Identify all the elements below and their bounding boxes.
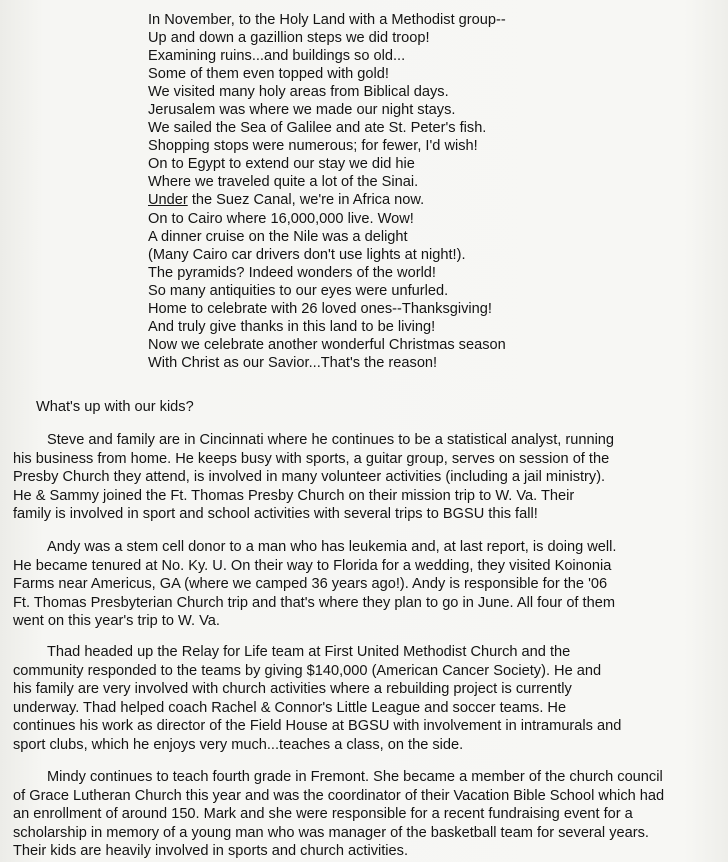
paragraph-line: underway. Thad helped coach Rachel & Connor's Little League and soccer teams. He: [13, 699, 567, 716]
poem-line: On to Cairo where 16,000,000 live. Wow!: [148, 210, 414, 227]
section-heading: What's up with our kids?: [36, 399, 194, 415]
poem-line: Jerusalem was where we made our night stays.: [148, 102, 456, 119]
paragraph-line: He & Sammy joined the Ft. Thomas Presby Church on their mission trip to W. Va. Their: [13, 487, 575, 504]
paragraph-line: an enrollment of around 150. Mark and she were responsible for a recent fundraising event for a: [13, 806, 633, 823]
paragraph-line: He became tenured at No. Ky. U. On their way to Florida for a wedding, they visited Koinonia: [13, 557, 612, 574]
paragraph-line: Andy was a stem cell donor to a man who has leukemia and, at last report, is doing well.: [47, 539, 617, 555]
paragraph-line: community responded to the teams by giving $140,000 (American Cancer Society). He and: [13, 662, 602, 679]
poem-line: (Many Cairo car drivers don't use lights at night!).: [148, 246, 466, 263]
poem-line: Up and down a gazillion steps we did troop!: [148, 30, 430, 47]
paragraph-line: Thad headed up the Relay for Life team at First United Methodist Church and the: [47, 644, 571, 660]
paragraph-mindy: [13, 768, 713, 861]
paragraph-line: scholarship in memory of a young man who was manager of the basketball team for several years.: [13, 824, 649, 841]
poem-line: We visited many holy areas from Biblical days.: [148, 84, 449, 101]
poem-line: A dinner cruise on the Nile was a delight: [148, 228, 408, 245]
poem-line-rest: the Suez Canal, we're in Africa now.: [191, 192, 425, 209]
paragraph-thad: [13, 643, 713, 755]
poem-line: The pyramids? Indeed wonders of the world!: [148, 264, 436, 281]
poem-line: Now we celebrate another wonderful Christmas season: [148, 336, 506, 353]
paragraph-line: continues his work as director of the Field House at BGSU with involvement in intramurals and: [13, 718, 622, 735]
paragraph-line: his business from home. He keeps busy with sports, a guitar group, serves on session of the: [13, 450, 610, 467]
poem-line: And truly give thanks in this land to be living!: [148, 318, 436, 335]
paragraph-line: of Grace Lutheran Church this year and was the coordinator of their Vacation Bible School which had: [13, 787, 665, 804]
paragraph-line: Ft. Thomas Presbyterian Church trip and that's where they plan to go in June. All four of them: [13, 594, 615, 611]
paragraph-line: Steve and family are in Cincinnati where he continues to be a statistical analyst, running: [47, 432, 615, 448]
poem-line: So many antiquities to our eyes were unfurled.: [148, 282, 449, 299]
poem-line: With Christ as our Savior...That's the reason!: [148, 354, 438, 371]
poem-line: On to Egypt to extend our stay we did hie: [148, 156, 415, 173]
paragraph-line: Their kids are heavily involved in sports and church activities.: [13, 843, 409, 860]
poem-line: Where we traveled quite a lot of the Sinai.: [148, 174, 419, 191]
poem-line: [148, 191, 688, 209]
paragraph-line: family is involved in sport and school activities with several trips to BGSU this fall!: [13, 506, 538, 523]
paragraph-line: Mindy continues to teach fourth grade in Fremont. She became a member of the church council: [47, 769, 663, 785]
paragraph-line: Farms near Americus, GA (where we camped 36 years ago!). Andy is responsible for the '06: [13, 576, 608, 593]
paragraph-line: Presby Church they attend, is involved in many volunteer activities (including a jail ministry).: [13, 469, 606, 486]
poem-line: Home to celebrate with 26 loved ones--Thanksgiving!: [148, 300, 492, 317]
paragraph-line: went on this year's trip to W. Va.: [13, 613, 220, 630]
poem-line: Shopping stops were numerous; for fewer, I'd wish!: [148, 138, 478, 155]
christmas-poem: [148, 11, 688, 372]
paragraph-steve: [13, 431, 713, 524]
underlined-word: Under: [148, 192, 188, 209]
poem-line: Examining ruins...and buildings so old...: [148, 48, 406, 65]
paragraph-line: his family are very involved with church activities where a rebuilding project is currently: [13, 681, 572, 698]
paragraph-line: sport clubs, which he enjoys very much...teaches a class, on the side.: [13, 736, 464, 753]
paragraph-andy: [13, 538, 713, 631]
poem-line: In November, to the Holy Land with a Methodist group--: [148, 12, 506, 28]
poem-line: We sailed the Sea of Galilee and ate St. Peter's fish.: [148, 120, 487, 137]
poem-line: Some of them even topped with gold!: [148, 66, 389, 83]
